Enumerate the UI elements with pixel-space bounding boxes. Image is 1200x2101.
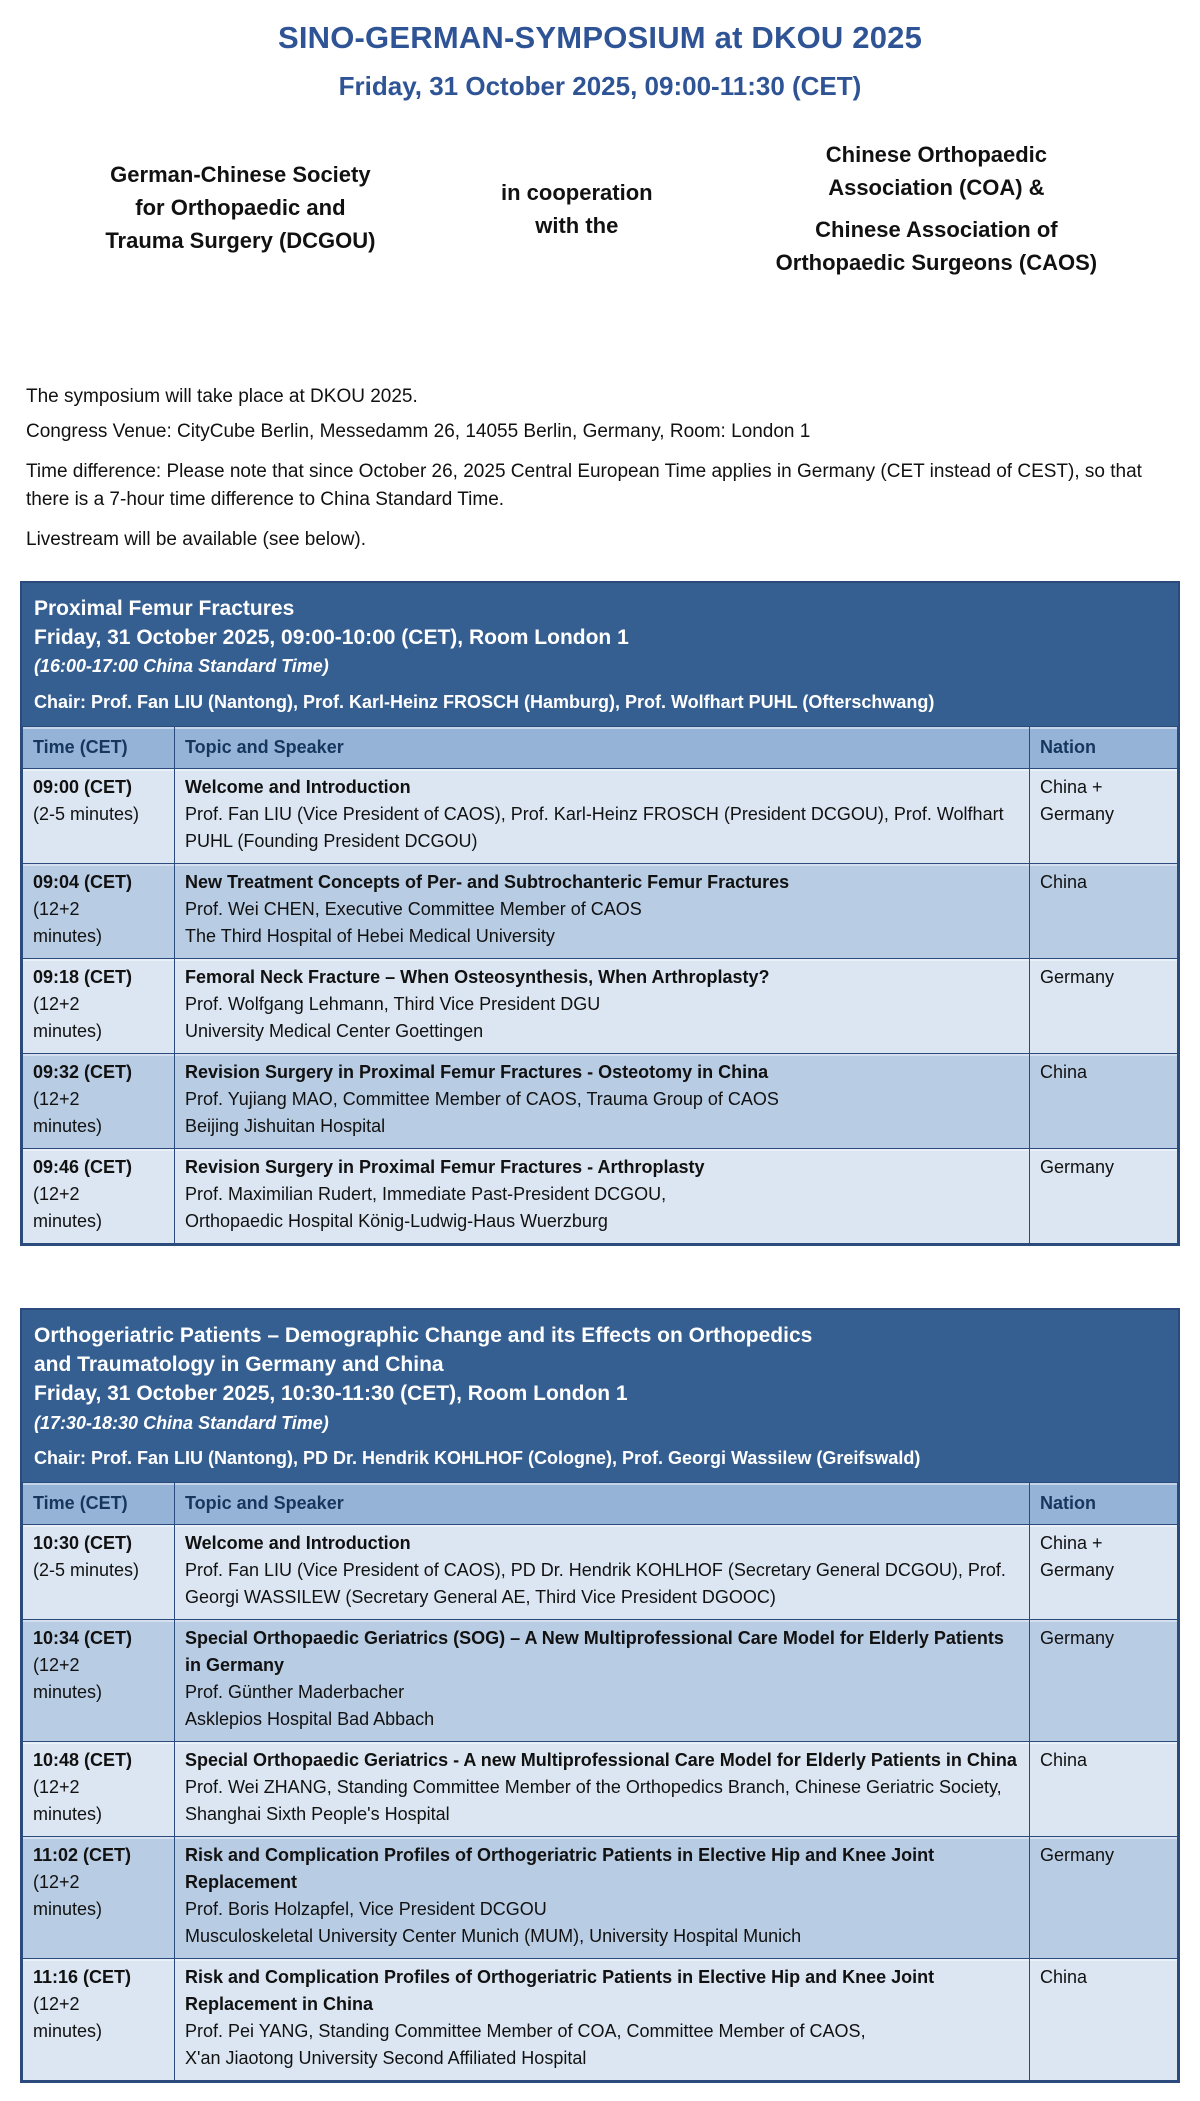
duration-value: (2-5 minutes) bbox=[33, 1559, 140, 1580]
speaker-detail: Prof. Wei ZHANG, Standing Committee Member of the Orthopedics Branch, Chinese Geriatric Society, Shanghai Sixth People's Hospital bbox=[185, 1776, 1002, 1824]
session-title-line: Orthogeriatric Patients – Demographic Change and its Effects on Orthopedics bbox=[34, 1323, 813, 1347]
time-cell bbox=[23, 1053, 175, 1148]
time-cell bbox=[23, 1741, 175, 1836]
duration-value: (12+2 bbox=[33, 1776, 80, 1797]
session-chair: Chair: Prof. Fan LIU (Nantong), Prof. Karl-Heinz FROSCH (Hamburg), Prof. Wolfhart PUHL (Ofterschwang) bbox=[34, 691, 935, 712]
session-schedule-table bbox=[22, 1482, 1178, 2081]
nation-cell bbox=[1030, 1148, 1178, 1243]
duration-value: minutes) bbox=[33, 1115, 103, 1136]
nation-value: Germany bbox=[1040, 803, 1115, 824]
topic-title: Revision Surgery in Proximal Femur Fractures - Arthroplasty bbox=[185, 1156, 705, 1177]
speaker-detail: University Medical Center Goettingen bbox=[185, 1020, 484, 1041]
time-cell bbox=[23, 768, 175, 863]
topic-cell bbox=[175, 1524, 1030, 1619]
session-row bbox=[23, 1836, 1178, 1958]
duration-value: minutes) bbox=[33, 1681, 103, 1702]
topic-cell bbox=[175, 1148, 1030, 1243]
time-value: 09:32 (CET) bbox=[33, 1061, 133, 1082]
session-row bbox=[23, 1741, 1178, 1836]
speaker-detail: Beijing Jishuitan Hospital bbox=[185, 1115, 386, 1136]
org-coa-line: Association (COA) & bbox=[828, 175, 1045, 200]
topic-cell bbox=[175, 1619, 1030, 1741]
session-schedule-line: Friday, 31 October 2025, 09:00-10:00 (CET), Room London 1 bbox=[34, 625, 629, 649]
time-value: 09:04 (CET) bbox=[33, 871, 133, 892]
session-proximal-femur-fractures bbox=[20, 581, 1180, 1246]
col-header-topic: Topic and Speaker bbox=[175, 726, 1030, 768]
duration-value: minutes) bbox=[33, 1803, 103, 1824]
time-cell bbox=[23, 1619, 175, 1741]
nation-value: China bbox=[1040, 871, 1088, 892]
duration-value: (12+2 bbox=[33, 1871, 80, 1892]
session-header bbox=[22, 1310, 1178, 1482]
topic-title: Special Orthopaedic Geriatrics (SOG) – A New Multiprofessional Care Model for Elderly Patients in Germany bbox=[185, 1627, 1004, 1675]
topic-title: Femoral Neck Fracture – When Osteosynthesis, When Arthroplasty? bbox=[185, 966, 770, 987]
nation-cell bbox=[1030, 1524, 1178, 1619]
col-header-nation: Nation bbox=[1030, 1482, 1178, 1524]
org-caos bbox=[693, 213, 1180, 279]
speaker-detail: Orthopaedic Hospital König-Ludwig-Haus Wuerzburg bbox=[185, 1210, 608, 1231]
speaker-detail: X'an Jiaotong University Second Affiliated Hospital bbox=[185, 2047, 587, 2068]
column-header-row bbox=[23, 726, 1178, 768]
topic-title: Risk and Complication Profiles of Orthogeriatric Patients in Elective Hip and Knee Joint Replacement bbox=[185, 1844, 935, 1892]
time-value: 10:34 (CET) bbox=[33, 1627, 133, 1648]
duration-value: minutes) bbox=[33, 1020, 103, 1041]
time-cell bbox=[23, 1148, 175, 1243]
org-caos-line: Chinese Association of bbox=[815, 217, 1058, 242]
duration-value: (12+2 bbox=[33, 898, 80, 919]
time-value: 09:46 (CET) bbox=[33, 1156, 133, 1177]
nation-cell bbox=[1030, 1741, 1178, 1836]
time-cell bbox=[23, 958, 175, 1053]
speaker-detail: Prof. Maximilian Rudert, Immediate Past-President DCGOU, bbox=[185, 1183, 667, 1204]
session-schedule-table bbox=[22, 726, 1178, 1244]
nation-cell bbox=[1030, 1958, 1178, 2080]
speaker-detail: Prof. Wolfgang Lehmann, Third Vice President DGU bbox=[185, 993, 601, 1014]
session-row bbox=[23, 958, 1178, 1053]
topic-cell bbox=[175, 958, 1030, 1053]
intro-section bbox=[20, 383, 1180, 555]
nation-value: China + bbox=[1040, 776, 1103, 797]
nation-value: Germany bbox=[1040, 1627, 1115, 1648]
org-coa bbox=[693, 138, 1180, 204]
speaker-detail: Prof. Günther Maderbacher bbox=[185, 1681, 405, 1702]
org-cooperation-text bbox=[461, 138, 693, 279]
topic-cell bbox=[175, 1741, 1030, 1836]
topic-cell bbox=[175, 1836, 1030, 1958]
col-header-topic: Topic and Speaker bbox=[175, 1482, 1030, 1524]
session-row bbox=[23, 768, 1178, 863]
nation-cell bbox=[1030, 863, 1178, 958]
time-value: 10:48 (CET) bbox=[33, 1749, 133, 1770]
org-coa-line: Chinese Orthopaedic bbox=[825, 142, 1048, 167]
topic-title: New Treatment Concepts of Per- and Subtrochanteric Femur Fractures bbox=[185, 871, 790, 892]
session-row bbox=[23, 1148, 1178, 1243]
org-coa-caos bbox=[693, 138, 1180, 279]
duration-value: (12+2 bbox=[33, 993, 80, 1014]
org-dcgou-line: for Orthopaedic and bbox=[135, 195, 346, 220]
speaker-detail: Prof. Pei YANG, Standing Committee Member of COA, Committee Member of CAOS, bbox=[185, 2020, 866, 2041]
column-header-row bbox=[23, 1482, 1178, 1524]
topic-cell bbox=[175, 768, 1030, 863]
nation-cell bbox=[1030, 958, 1178, 1053]
org-caos-line: Orthopaedic Surgeons (CAOS) bbox=[775, 250, 1098, 275]
org-dcgou-line: Trauma Surgery (DCGOU) bbox=[105, 228, 376, 253]
nation-value: Germany bbox=[1040, 1156, 1115, 1177]
speaker-detail: Prof. Wei CHEN, Executive Committee Member of CAOS bbox=[185, 898, 642, 919]
nation-value: China bbox=[1040, 1061, 1088, 1082]
nation-cell bbox=[1030, 768, 1178, 863]
session-row bbox=[23, 1619, 1178, 1741]
org-dcgou-line: German-Chinese Society bbox=[110, 162, 371, 187]
session-header bbox=[22, 583, 1178, 726]
duration-value: (12+2 bbox=[33, 1654, 80, 1675]
session-china-time: (16:00-17:00 China Standard Time) bbox=[34, 656, 329, 677]
topic-cell bbox=[175, 1053, 1030, 1148]
topic-title: Special Orthopaedic Geriatrics - A new Multiprofessional Care Model for Elderly Patients in China bbox=[185, 1749, 1017, 1770]
nation-cell bbox=[1030, 1053, 1178, 1148]
speaker-detail: Prof. Yujiang MAO, Committee Member of CAOS, Trauma Group of CAOS bbox=[185, 1088, 779, 1109]
org-cooperation-line: with the bbox=[535, 213, 619, 238]
duration-value: (12+2 bbox=[33, 1088, 80, 1109]
topic-cell bbox=[175, 863, 1030, 958]
intro-paragraph-livestream: Livestream will be available (see below). bbox=[26, 529, 367, 551]
topic-title: Welcome and Introduction bbox=[185, 1532, 411, 1553]
time-value: 09:18 (CET) bbox=[33, 966, 133, 987]
duration-value: (12+2 bbox=[33, 1183, 80, 1204]
session-chair: Chair: Prof. Fan LIU (Nantong), PD Dr. Hendrik KOHLHOF (Cologne), Prof. Georgi Wassilew (Greifswald) bbox=[34, 1447, 921, 1468]
col-header-time: Time (CET) bbox=[23, 1482, 175, 1524]
org-dcgou bbox=[20, 138, 461, 279]
session-row bbox=[23, 863, 1178, 958]
time-value: 11:02 (CET) bbox=[33, 1844, 132, 1865]
session-orthogeriatric-patients bbox=[20, 1308, 1180, 2083]
duration-value: (12+2 bbox=[33, 1993, 80, 2014]
session-title: Proximal Femur Fractures bbox=[34, 596, 295, 620]
speaker-detail: Musculoskeletal University Center Munich (MUM), University Hospital Munich bbox=[185, 1925, 802, 1946]
speaker-detail: Prof. Fan LIU (Vice President of CAOS), Prof. Karl-Heinz FROSCH (President DCGOU), Prof. Wolfhart PUHL (Founding President DCGOU) bbox=[185, 803, 1004, 851]
nation-value: Germany bbox=[1040, 966, 1115, 987]
nation-cell bbox=[1030, 1619, 1178, 1741]
session-row bbox=[23, 1958, 1178, 2080]
col-header-time: Time (CET) bbox=[23, 726, 175, 768]
duration-value: (2-5 minutes) bbox=[33, 803, 140, 824]
intro-paragraph-venue-1: The symposium will take place at DKOU 2025. bbox=[26, 386, 418, 407]
nation-value: Germany bbox=[1040, 1844, 1115, 1865]
nation-value: Germany bbox=[1040, 1559, 1115, 1580]
intro-paragraph-venue-2: Congress Venue: CityCube Berlin, Messedamm 26, 14055 Berlin, Germany, Room: London 1 bbox=[26, 421, 811, 443]
page-subtitle: Friday, 31 October 2025, 09:00-11:30 (CET) bbox=[338, 71, 862, 101]
organizations-row bbox=[20, 138, 1180, 279]
time-value: 10:30 (CET) bbox=[33, 1532, 133, 1553]
time-cell bbox=[23, 1836, 175, 1958]
topic-title: Risk and Complication Profiles of Orthogeriatric Patients in Elective Hip and Knee Joint Replacement in China bbox=[185, 1966, 935, 2014]
duration-value: minutes) bbox=[33, 1210, 103, 1231]
topic-title: Welcome and Introduction bbox=[185, 776, 411, 797]
speaker-detail: Asklepios Hospital Bad Abbach bbox=[185, 1708, 435, 1729]
speaker-detail: The Third Hospital of Hebei Medical University bbox=[185, 925, 555, 946]
org-cooperation-line: in cooperation bbox=[501, 180, 653, 205]
duration-value: minutes) bbox=[33, 1898, 103, 1919]
session-row bbox=[23, 1053, 1178, 1148]
topic-title: Revision Surgery in Proximal Femur Fractures - Osteotomy in China bbox=[185, 1061, 769, 1082]
intro-paragraph-time-difference: Time difference: Please note that since October 26, 2025 Central European Time applies in Germany (CET instead of CEST), so that there is a 7-hour time difference to China Standard Time. bbox=[26, 461, 1142, 511]
time-value: 11:16 (CET) bbox=[33, 1966, 132, 1987]
time-value: 09:00 (CET) bbox=[33, 776, 133, 797]
session-title-line: and Traumatology in Germany and China bbox=[34, 1352, 444, 1376]
speaker-detail: Prof. Boris Holzapfel, Vice President DCGOU bbox=[185, 1898, 547, 1919]
time-cell bbox=[23, 1524, 175, 1619]
nation-cell bbox=[1030, 1836, 1178, 1958]
session-row bbox=[23, 1524, 1178, 1619]
session-schedule-line: Friday, 31 October 2025, 10:30-11:30 (CET), Room London 1 bbox=[34, 1382, 628, 1406]
time-cell bbox=[23, 1958, 175, 2080]
page-title: SINO-GERMAN-SYMPOSIUM at DKOU 2025 bbox=[277, 20, 923, 55]
nation-value: China + bbox=[1040, 1532, 1103, 1553]
duration-value: minutes) bbox=[33, 2020, 103, 2041]
nation-value: China bbox=[1040, 1966, 1088, 1987]
duration-value: minutes) bbox=[33, 925, 103, 946]
time-cell bbox=[23, 863, 175, 958]
nation-value: China bbox=[1040, 1749, 1088, 1770]
col-header-nation: Nation bbox=[1030, 726, 1178, 768]
session-china-time: (17:30-18:30 China Standard Time) bbox=[34, 1412, 329, 1433]
topic-cell bbox=[175, 1958, 1030, 2080]
speaker-detail: Prof. Fan LIU (Vice President of CAOS), PD Dr. Hendrik KOHLHOF (Secretary General DCGOU), Prof. Georgi WASSILEW (Secretary General AE, Third Vice President DGOOC) bbox=[185, 1559, 1006, 1607]
